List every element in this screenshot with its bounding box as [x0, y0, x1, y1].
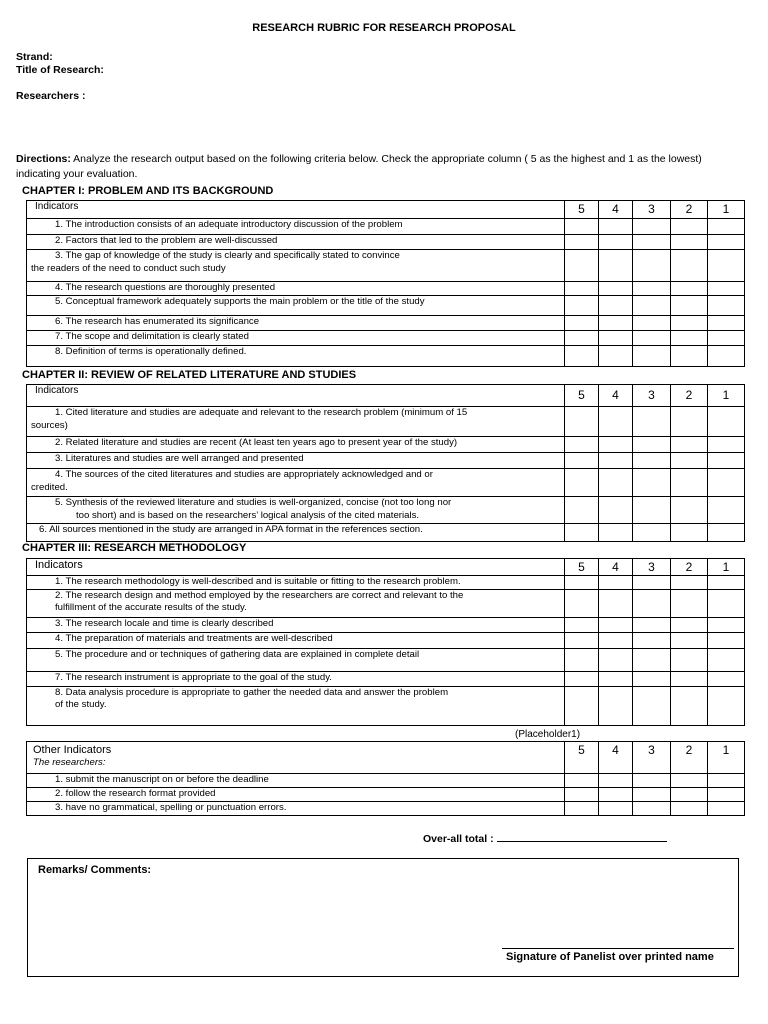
score-cell[interactable] — [708, 788, 745, 802]
score-cell[interactable] — [633, 331, 671, 346]
score-cell[interactable] — [565, 437, 599, 453]
table-row — [27, 632, 745, 648]
indicator-item: 8. Data analysis procedure is appropriate to gather the needed data and answer the problem — [55, 686, 449, 698]
chapter-3-heading: CHAPTER III: RESEARCH METHODOLOGY — [22, 542, 247, 554]
score-cell[interactable] — [633, 346, 671, 367]
score-cell[interactable] — [708, 407, 745, 437]
score-cell[interactable] — [671, 235, 708, 250]
score-header-5: 5 — [565, 742, 599, 774]
indicator-item: 4. The research questions are thoroughly presented — [55, 282, 276, 293]
score-cell[interactable] — [599, 632, 633, 648]
score-header-1: 1 — [708, 201, 745, 219]
score-header-5: 5 — [565, 201, 599, 219]
score-cell[interactable] — [599, 346, 633, 367]
score-cell[interactable] — [633, 802, 671, 816]
score-cell[interactable] — [708, 346, 745, 367]
table-row — [27, 235, 745, 250]
placeholder-label: (Placeholder1) — [515, 729, 581, 740]
score-cell[interactable] — [671, 788, 708, 802]
score-cell[interactable] — [599, 437, 633, 453]
score-header-3: 3 — [633, 742, 671, 774]
score-cell[interactable] — [599, 296, 633, 316]
score-cell[interactable] — [599, 497, 633, 524]
table-row — [27, 201, 745, 219]
score-cell[interactable] — [708, 802, 745, 816]
score-cell[interactable] — [565, 219, 599, 235]
title-of-research-label: Title of Research: — [16, 64, 104, 76]
score-cell[interactable] — [708, 617, 745, 632]
table-row — [27, 524, 745, 542]
score-cell[interactable] — [599, 453, 633, 469]
score-cell[interactable] — [671, 296, 708, 316]
table-row — [27, 497, 745, 524]
indicator-item: 2. follow the research format provided — [55, 788, 216, 799]
score-cell[interactable] — [633, 469, 671, 497]
indicator-item: 5. Conceptual framework adequately supports the main problem or the title of the study — [55, 296, 425, 307]
score-header-4: 4 — [599, 201, 633, 219]
score-cell[interactable] — [633, 407, 671, 437]
score-cell[interactable] — [671, 250, 708, 282]
score-cell[interactable] — [633, 686, 671, 725]
score-header-4: 4 — [599, 559, 633, 576]
score-cell[interactable] — [565, 802, 599, 816]
score-cell[interactable] — [599, 686, 633, 725]
score-cell[interactable] — [565, 774, 599, 788]
score-cell[interactable] — [565, 453, 599, 469]
document-title: RESEARCH RUBRIC FOR RESEARCH PROPOSAL — [252, 22, 516, 34]
table-row — [27, 576, 745, 590]
score-cell[interactable] — [708, 524, 745, 542]
score-cell[interactable] — [565, 296, 599, 316]
score-cell[interactable] — [671, 469, 708, 497]
score-cell[interactable] — [565, 407, 599, 437]
score-cell[interactable] — [565, 617, 599, 632]
score-cell[interactable] — [565, 346, 599, 367]
table-row — [27, 437, 745, 453]
indicator-item: 1. Cited literature and studies are adequate and relevant to the research problem (minimum of 15 — [55, 407, 468, 418]
score-header-2: 2 — [671, 742, 708, 774]
score-cell[interactable] — [599, 469, 633, 497]
score-cell[interactable] — [671, 346, 708, 367]
score-cell[interactable] — [565, 497, 599, 524]
indicator-item-continued: the readers of the need to conduct such study — [31, 262, 226, 274]
score-cell[interactable] — [599, 576, 633, 590]
score-cell[interactable] — [599, 788, 633, 802]
score-cell[interactable] — [708, 282, 745, 296]
indicator-item: 5. Synthesis of the reviewed literature and studies is well-organized, concise (not too long nor — [55, 497, 452, 508]
score-cell[interactable] — [599, 524, 633, 542]
indicator-item: 3. The research locale and time is clearly described — [55, 617, 274, 629]
chapter-2-table — [26, 384, 745, 542]
table-row — [27, 589, 745, 617]
chapter-2-heading: CHAPTER II: REVIEW OF RELATED LITERATURE AND STUDIES — [22, 369, 357, 381]
table-row — [27, 671, 745, 686]
score-cell[interactable] — [599, 802, 633, 816]
directions-label: Directions: — [16, 153, 71, 165]
score-cell[interactable] — [671, 576, 708, 590]
score-cell[interactable] — [599, 282, 633, 296]
score-cell[interactable] — [633, 497, 671, 524]
score-cell[interactable] — [671, 802, 708, 816]
indicator-item: 1. The introduction consists of an adequate introductory discussion of the problem — [55, 219, 403, 230]
signature-line — [502, 948, 734, 949]
overall-total — [423, 832, 667, 845]
score-cell[interactable] — [599, 648, 633, 671]
score-cell[interactable] — [708, 250, 745, 282]
score-header-1: 1 — [708, 742, 745, 774]
score-cell[interactable] — [708, 219, 745, 235]
score-cell[interactable] — [633, 788, 671, 802]
score-cell[interactable] — [671, 524, 708, 542]
score-cell[interactable] — [599, 671, 633, 686]
score-cell[interactable] — [599, 235, 633, 250]
score-cell[interactable] — [633, 250, 671, 282]
score-cell[interactable] — [633, 437, 671, 453]
score-cell[interactable] — [599, 316, 633, 331]
indicator-item: 4. The preparation of materials and treatments are well-described — [55, 632, 333, 644]
score-cell[interactable] — [671, 686, 708, 725]
score-cell[interactable] — [671, 589, 708, 617]
score-cell[interactable] — [565, 671, 599, 686]
score-cell[interactable] — [671, 407, 708, 437]
score-cell[interactable] — [633, 219, 671, 235]
table-row — [27, 742, 745, 774]
score-cell[interactable] — [599, 219, 633, 235]
score-cell[interactable] — [708, 589, 745, 617]
indicator-item: 3. Literatures and studies are well arranged and presented — [55, 453, 304, 464]
score-cell[interactable] — [565, 589, 599, 617]
score-cell[interactable] — [633, 576, 671, 590]
score-cell[interactable] — [565, 316, 599, 331]
score-cell[interactable] — [565, 648, 599, 671]
score-header-1: 1 — [708, 385, 745, 407]
score-cell[interactable] — [671, 632, 708, 648]
table-row — [27, 316, 745, 331]
other-indicators-heading: Other Indicators — [33, 744, 112, 756]
score-cell[interactable] — [599, 250, 633, 282]
score-cell[interactable] — [708, 469, 745, 497]
score-cell[interactable] — [671, 331, 708, 346]
overall-total-label: Over-all total : — [423, 833, 494, 845]
indicator-item: 2. Related literature and studies are recent (At least ten years ago to present year of the study) — [55, 437, 458, 448]
score-cell[interactable] — [708, 648, 745, 671]
table-row — [27, 219, 745, 235]
score-cell[interactable] — [565, 632, 599, 648]
score-cell[interactable] — [708, 632, 745, 648]
score-header-3: 3 — [633, 385, 671, 407]
score-cell[interactable] — [565, 331, 599, 346]
remarks-box[interactable] — [27, 858, 739, 977]
score-cell[interactable] — [671, 453, 708, 469]
score-cell[interactable] — [708, 453, 745, 469]
researchers-label: Researchers : — [16, 90, 86, 102]
score-cell[interactable] — [599, 331, 633, 346]
score-cell[interactable] — [671, 774, 708, 788]
score-cell[interactable] — [633, 671, 671, 686]
score-cell[interactable] — [708, 331, 745, 346]
remarks-label: Remarks/ Comments: — [38, 864, 152, 876]
table-row — [27, 774, 745, 788]
indicator-item-continued: of the study. — [55, 699, 107, 710]
score-cell[interactable] — [599, 617, 633, 632]
score-cell[interactable] — [633, 235, 671, 250]
table-row — [27, 802, 745, 816]
score-header-5: 5 — [565, 559, 599, 576]
indicator-item: 7. The scope and delimitation is clearly stated — [55, 331, 249, 342]
score-cell[interactable] — [708, 497, 745, 524]
indicator-item: 1. submit the manuscript on or before the deadline — [55, 774, 269, 785]
overall-total-field[interactable] — [497, 832, 667, 842]
score-cell[interactable] — [708, 235, 745, 250]
indicator-item-continued: too short) and is based on the researchers’ logical analysis of the cited materials. — [76, 509, 420, 521]
indicator-item: 2. Factors that led to the problem are well-discussed — [55, 235, 278, 246]
score-cell[interactable] — [708, 671, 745, 686]
table-row — [27, 331, 745, 346]
indicator-item-continued: fulfillment of the accurate results of the study. — [55, 602, 247, 613]
indicator-item: 2. The research design and method employed by the researchers are correct and relevant to the — [55, 589, 464, 601]
table-row — [27, 282, 745, 296]
signature-label: Signature of Panelist over printed name — [506, 951, 714, 963]
other-indicators-table — [26, 741, 745, 816]
score-cell[interactable] — [671, 316, 708, 331]
table-row — [27, 346, 745, 367]
indicators-header: Indicators — [27, 559, 565, 576]
other-indicators-subheading: The researchers: — [33, 756, 106, 768]
score-cell[interactable] — [708, 316, 745, 331]
score-header-5: 5 — [565, 385, 599, 407]
chapter-1-table — [26, 200, 745, 367]
indicator-item: 1. The research methodology is well-described and is suitable or fitting to the research problem. — [55, 576, 461, 587]
indicator-item: 3. The gap of knowledge of the study is clearly and specifically stated to convince — [55, 250, 400, 261]
indicator-item: 3. have no grammatical, spelling or punctuation errors. — [55, 802, 287, 813]
table-row — [27, 453, 745, 469]
table-row — [27, 296, 745, 316]
score-cell[interactable] — [633, 617, 671, 632]
table-row — [27, 617, 745, 632]
score-cell[interactable] — [565, 235, 599, 250]
table-row — [27, 407, 745, 437]
score-cell[interactable] — [565, 576, 599, 590]
score-cell[interactable] — [708, 576, 745, 590]
indicator-item: 7. The research instrument is appropriate to the goal of the study. — [55, 671, 332, 683]
indicators-header: Indicators — [27, 385, 565, 407]
score-cell[interactable] — [565, 524, 599, 542]
indicator-item: 6. All sources mentioned in the study are arranged in APA format in the references section. — [39, 524, 423, 535]
score-cell[interactable] — [599, 774, 633, 788]
table-row — [27, 385, 745, 407]
score-cell[interactable] — [599, 407, 633, 437]
score-cell[interactable] — [633, 316, 671, 331]
table-row — [27, 559, 745, 576]
score-cell[interactable] — [633, 282, 671, 296]
indicator-item-continued: sources) — [31, 419, 68, 431]
score-header-2: 2 — [671, 385, 708, 407]
score-cell[interactable] — [671, 617, 708, 632]
indicator-item-continued: credited. — [31, 481, 68, 493]
score-cell[interactable] — [565, 788, 599, 802]
chapter-3-table — [26, 558, 745, 726]
directions — [16, 152, 716, 182]
score-header-3: 3 — [633, 201, 671, 219]
score-cell[interactable] — [633, 296, 671, 316]
indicator-item: 8. Definition of terms is operationally defined. — [55, 346, 247, 357]
score-cell[interactable] — [671, 282, 708, 296]
indicator-item: 5. The procedure and or techniques of gathering data are explained in complete detail — [55, 648, 420, 660]
score-cell[interactable] — [708, 296, 745, 316]
score-header-1: 1 — [708, 559, 745, 576]
score-cell[interactable] — [671, 437, 708, 453]
score-cell[interactable] — [633, 589, 671, 617]
score-cell[interactable] — [565, 469, 599, 497]
table-row — [27, 686, 745, 725]
score-cell[interactable] — [565, 282, 599, 296]
score-cell[interactable] — [565, 686, 599, 725]
score-header-2: 2 — [671, 559, 708, 576]
score-cell[interactable] — [708, 437, 745, 453]
indicator-item: 6. The research has enumerated its significance — [55, 316, 260, 327]
score-cell[interactable] — [708, 774, 745, 788]
table-row — [27, 250, 745, 282]
indicators-header: Indicators — [27, 201, 565, 219]
score-header-4: 4 — [599, 385, 633, 407]
score-cell[interactable] — [633, 453, 671, 469]
score-cell[interactable] — [565, 250, 599, 282]
score-cell[interactable] — [633, 774, 671, 788]
score-header-3: 3 — [633, 559, 671, 576]
score-header-4: 4 — [599, 742, 633, 774]
score-cell[interactable] — [671, 648, 708, 671]
score-cell[interactable] — [708, 686, 745, 725]
score-cell[interactable] — [671, 219, 708, 235]
table-row — [27, 648, 745, 671]
strand-label: Strand: — [16, 51, 53, 63]
score-cell[interactable] — [633, 524, 671, 542]
score-cell[interactable] — [671, 671, 708, 686]
table-row — [27, 788, 745, 802]
chapter-1-heading: CHAPTER I: PROBLEM AND ITS BACKGROUND — [22, 185, 274, 197]
score-cell[interactable] — [671, 497, 708, 524]
score-cell[interactable] — [633, 632, 671, 648]
indicator-item: 4. The sources of the cited literatures and studies are appropriately acknowledged and or — [55, 469, 433, 480]
table-row — [27, 469, 745, 497]
score-header-2: 2 — [671, 201, 708, 219]
directions-text: Analyze the research output based on the following criteria below. Check the appropriate column ( 5 as the highest and 1 as the lowest) indicating your evaluation. — [16, 153, 702, 180]
score-cell[interactable] — [633, 648, 671, 671]
score-cell[interactable] — [599, 589, 633, 617]
